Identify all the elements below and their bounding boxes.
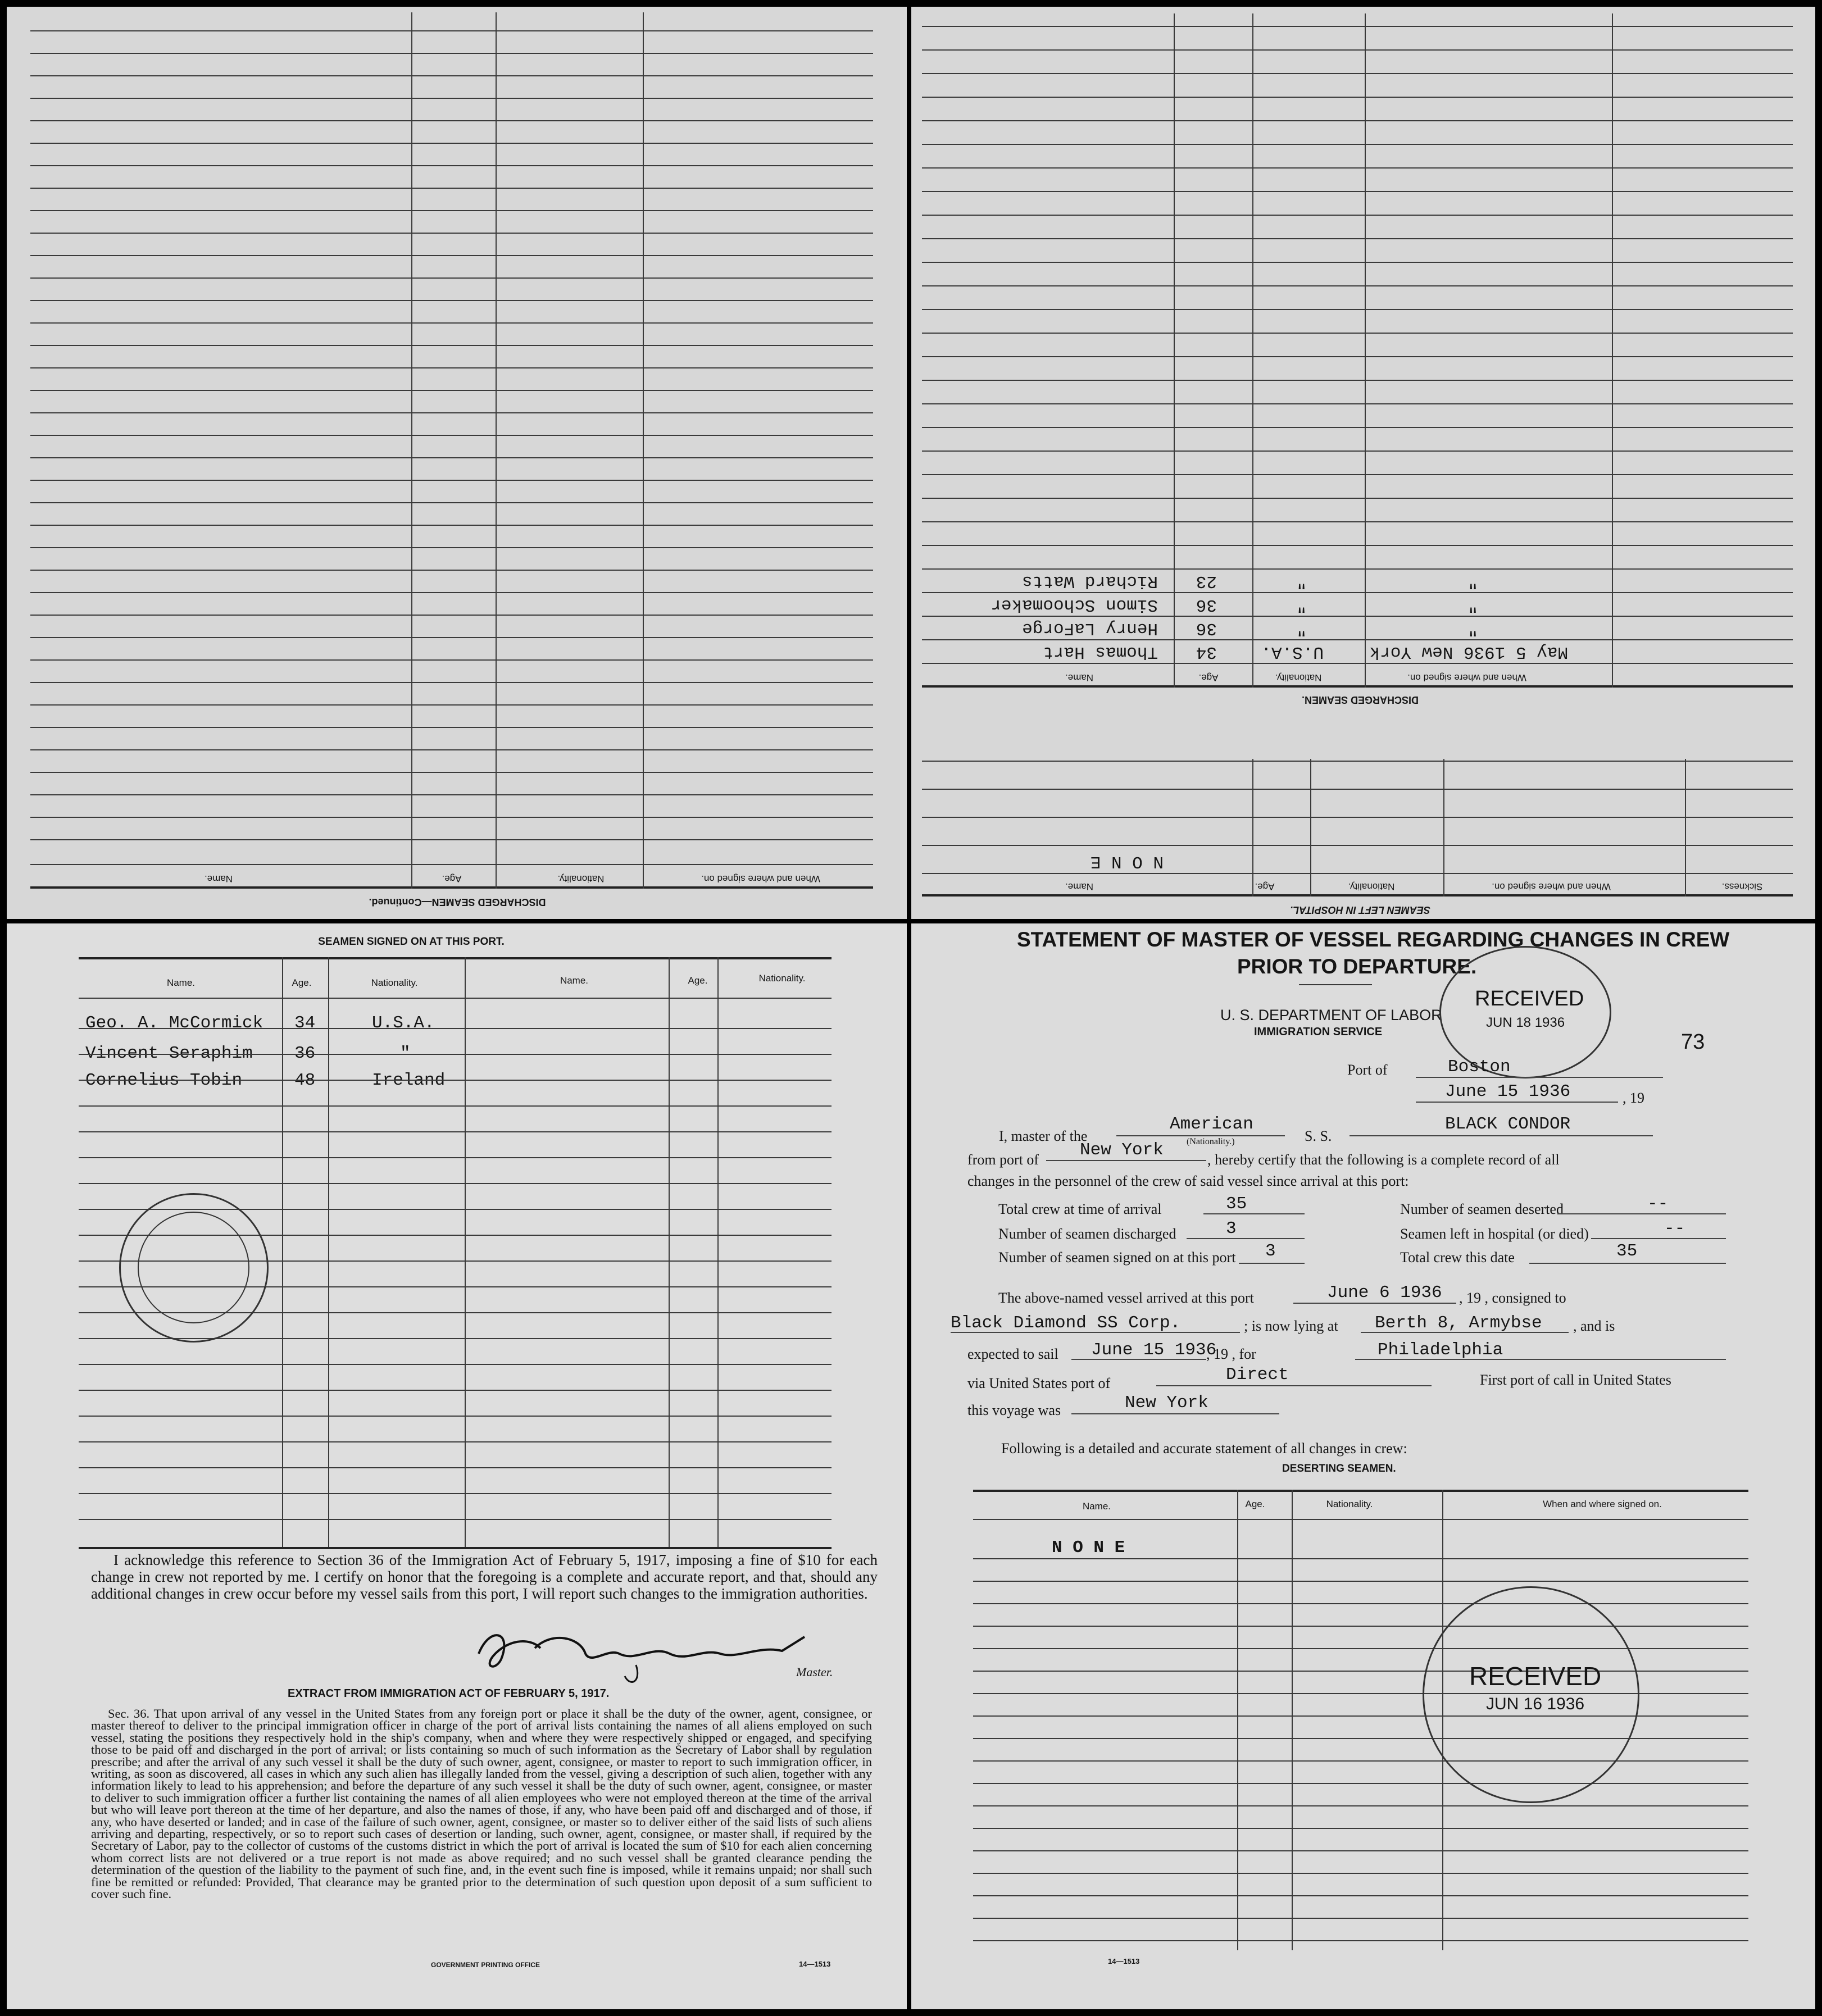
- certify-text: , hereby certify that the following is a complete record of all: [1207, 1152, 1560, 1168]
- rule: [922, 167, 1793, 169]
- rule: [30, 772, 873, 773]
- underline: [1529, 1263, 1726, 1264]
- col-divider: [1443, 759, 1444, 896]
- rule: [79, 1364, 832, 1365]
- rule: [973, 1519, 1748, 1520]
- rule: [30, 704, 873, 706]
- col-name-2: Name.: [560, 975, 589, 986]
- rule: [922, 73, 1793, 74]
- stat-value: 35: [1226, 1194, 1247, 1214]
- extract-text: Sec. 36. That upon arrival of any vessel in the United States from any foreign port or place it shall be the duty of the owner, agent, consignee, or master thereof to deliver to the principal immigration officer in charge of the port of arrival lists containing the names of all aliens employed on such vessel, stating the positions they respectively hold in the ship's company, when and where they were respectively shipped or engaged, and specifying those to be paid off and discharged in the port of arrival; or lists containing so much of such information as the Secretary of Labor shall by regulation prescribe; and after the arrival of any such vessel it shall be the duty of such owner, agent, consignee, or master to report to such immigration officer, in writing, as soon as discovered, all cases in which any such alien has illegally landed from the vessel, giving a description of such alien, together with any information likely to lead to his apprehension; and before the departure of any such vessel it shall be the duty of such owner, agent, consignee, or master to deliver to such immigration officer a further list containing the names of all alien employees who were not employed thereon at the time of the arrival but who will leave port thereon at the time of her departure, and also the names of those, if any, who have been paid off and discharged and of those, if any, who have deserted or landed; and in case of the failure of such owner, agent, consignee, or master so to deliver either of the said lists of such aliens arriving and departing, respectively, or so to report such cases of desertion or landing, such owner, agent, consignee, or master shall, if required by the Secretary of Labor, pay to the collector of customs of the customs district in which the port of arrival is located the sum of $10 for each alien concerning whom correct lists are not delivered or a true report is not made as above required; and no such vessel shall be granted clearance pending the determination of the question of the liability to the payment of such fine, and, in the event such fine is imposed, while it remains unpaid; nor shall such fine be remitted or refunded: Provided, That clearance may be granted prior to the determination of such question upon deposit of a sum sufficient to cover such fine.: [91, 1706, 872, 1901]
- rule: [922, 403, 1793, 404]
- rule: [30, 727, 873, 728]
- rule: [922, 450, 1793, 452]
- rule: [922, 894, 1793, 896]
- rule: [1299, 984, 1372, 985]
- rule: [79, 1183, 832, 1184]
- col-nationality: Nationality.: [1326, 1499, 1373, 1509]
- underline: [1156, 1385, 1432, 1386]
- rule: [973, 1805, 1748, 1806]
- rule: [30, 345, 873, 346]
- rule: [30, 188, 873, 189]
- rule: [922, 427, 1793, 428]
- rule: [922, 380, 1793, 381]
- expected-label: expected to sail: [967, 1346, 1058, 1362]
- discharged-title: DISCHARGED SEAMEN.: [1301, 694, 1419, 706]
- signed-on-age: 48: [294, 1071, 316, 1090]
- ship-name: BLACK CONDOR: [1445, 1114, 1571, 1134]
- rule: [30, 749, 873, 750]
- consigned-label: , 19 , consigned to: [1459, 1290, 1566, 1306]
- arrived-label: The above-named vessel arrived at this port: [998, 1290, 1254, 1306]
- underline: [1355, 1359, 1726, 1360]
- rule: [30, 98, 873, 99]
- rule: [973, 1558, 1748, 1559]
- underline: [951, 1332, 1240, 1333]
- col-nationality: Nationality.: [371, 977, 418, 988]
- rule: [973, 1850, 1748, 1851]
- rule: [79, 1441, 832, 1442]
- rule: [30, 864, 873, 865]
- rule: [922, 97, 1793, 98]
- rule: [30, 367, 873, 368]
- signed-on-nationality: U.S.A.: [372, 1013, 435, 1033]
- destination: Philadelphia: [1378, 1340, 1503, 1360]
- rule: [922, 685, 1793, 688]
- rule: [973, 1490, 1748, 1492]
- discharged-signed: ": [1467, 618, 1478, 638]
- ss-label: S. S.: [1305, 1128, 1332, 1144]
- rule: [922, 521, 1793, 522]
- signed-on-nationality: Ireland: [372, 1071, 446, 1090]
- col-divider: [1310, 759, 1311, 896]
- rule: [922, 285, 1793, 286]
- col-sickness: Sickness.: [1721, 881, 1763, 892]
- arrived-date: June 6 1936: [1327, 1283, 1442, 1303]
- via-label: via United States port of: [967, 1375, 1111, 1391]
- discharged-name: Thomas Hart: [1043, 642, 1158, 662]
- rule: [30, 300, 873, 301]
- rule: [30, 390, 873, 391]
- rule: [973, 1738, 1748, 1739]
- rule: [79, 1080, 832, 1081]
- section-title: DISCHARGED SEAMEN—Continued.: [369, 896, 546, 908]
- stat-value: 3: [1265, 1241, 1276, 1261]
- col-divider: [1252, 759, 1253, 896]
- discharged-nationality: ": [1296, 595, 1307, 615]
- col-divider: [1365, 13, 1366, 688]
- discharged-name: Simon Schoomaker: [990, 595, 1158, 615]
- rule: [30, 615, 873, 616]
- rule: [922, 789, 1793, 790]
- discharged-age: 23: [1196, 571, 1217, 591]
- rule: [30, 277, 873, 279]
- from-port-label: from port of: [967, 1152, 1039, 1168]
- rule: [30, 120, 873, 121]
- stamp2-text: RECEIVED: [1469, 1662, 1602, 1691]
- rule: [973, 1626, 1748, 1627]
- rule: [30, 839, 873, 840]
- master-label: Master.: [796, 1665, 833, 1679]
- consignee: Black Diamond SS Corp.: [951, 1313, 1181, 1333]
- underline: [1591, 1238, 1726, 1239]
- underline: [1116, 1135, 1285, 1136]
- date-value: June 15 1936: [1445, 1082, 1571, 1102]
- first-port-label: First port of call in United States: [1480, 1372, 1671, 1388]
- nationality-value: American: [1170, 1114, 1253, 1134]
- rule: [922, 333, 1793, 334]
- col-nationality: Nationality.: [1348, 881, 1395, 892]
- col-signed: When and where signed on.: [1492, 881, 1611, 892]
- page-number: 73: [1681, 1030, 1705, 1054]
- stat-value: 35: [1616, 1241, 1638, 1261]
- stat-value: --: [1647, 1194, 1669, 1214]
- rule: [922, 761, 1793, 762]
- lying-label: ; is now lying at: [1244, 1318, 1338, 1334]
- rule: [30, 570, 873, 571]
- hospital-none: N O N E: [1090, 852, 1164, 871]
- rule: [30, 210, 873, 211]
- col-divider: [465, 957, 466, 1547]
- and-is: , and is: [1573, 1318, 1615, 1334]
- col-age: Age.: [292, 977, 312, 988]
- rule: [79, 1467, 832, 1468]
- col-divider: [282, 957, 283, 1547]
- col-divider: [1685, 759, 1686, 896]
- rule: [922, 873, 1793, 874]
- col-divider: [669, 957, 670, 1547]
- col-nationality: Nationality.: [1275, 672, 1322, 683]
- rule: [922, 309, 1793, 310]
- col-divider: [1174, 13, 1175, 688]
- rule: [973, 1581, 1748, 1582]
- rule: [973, 1648, 1748, 1649]
- col-name: Name.: [166, 977, 196, 988]
- underline: [1071, 1413, 1279, 1414]
- col-divider: [643, 12, 644, 889]
- stamp2-date: JUN 16 1936: [1486, 1695, 1585, 1713]
- form-number: 14—1513: [1108, 1957, 1140, 1965]
- rule: [30, 682, 873, 683]
- signed-on-age: 36: [294, 1044, 316, 1063]
- underline: [1187, 1238, 1305, 1239]
- rule: [79, 1416, 832, 1417]
- rule: [973, 1873, 1748, 1874]
- rule: [973, 1603, 1748, 1604]
- rotated-form: [7, 7, 907, 919]
- rule: [922, 592, 1793, 593]
- rule: [922, 144, 1793, 145]
- discharged-nationality: U.S.A.: [1261, 642, 1324, 662]
- date-suffix: , 19: [1623, 1090, 1644, 1106]
- rule: [922, 639, 1793, 640]
- master-signature: [467, 1614, 827, 1687]
- rule: [30, 480, 873, 481]
- rule: [30, 547, 873, 548]
- hospital-title: SEAMEN LEFT IN HOSPITAL.: [1290, 904, 1430, 916]
- discharged-seamen-page: [911, 7, 1815, 919]
- rule: [922, 663, 1793, 664]
- rule: [79, 1131, 832, 1132]
- rule: [30, 322, 873, 324]
- extract-title: EXTRACT FROM IMMIGRATION ACT OF FEBRUARY 5, 1917.: [288, 1687, 610, 1700]
- stat-label: Total crew this date: [1400, 1249, 1515, 1266]
- signed-on-title: SEAMEN SIGNED ON AT THIS PORT.: [318, 936, 505, 948]
- berth: Berth 8, Armybse: [1375, 1313, 1542, 1333]
- rule: [922, 215, 1793, 216]
- rule: [79, 1493, 832, 1494]
- rule: [30, 53, 873, 54]
- signed-on-page: [7, 923, 907, 2009]
- rule: [79, 1390, 832, 1391]
- col-age: Age.: [1245, 1499, 1265, 1509]
- stat-label: Number of seamen discharged: [998, 1226, 1176, 1242]
- stamp1-text: RECEIVED: [1475, 987, 1584, 1011]
- department: U. S. DEPARTMENT OF LABOR: [1220, 1007, 1442, 1023]
- discharged-signed: ": [1467, 595, 1478, 615]
- underline: [1361, 1332, 1569, 1333]
- rule: [922, 545, 1793, 546]
- rule: [973, 1895, 1748, 1896]
- rule: [922, 498, 1793, 499]
- rule: [79, 1028, 832, 1029]
- underline: [1416, 1102, 1618, 1103]
- rule: [973, 1783, 1748, 1784]
- immigration-stamp: [119, 1193, 269, 1343]
- col-name: Name.: [1065, 672, 1094, 683]
- acknowledgment-text: I acknowledge this reference to Section 36 of the Immigration Act of February 5, 1917, imposing a fine of $10 for each change in crew not reported by me. I certify on honor that the foregoing is a complete and accurate report, and that, should any additional changes in crew occur before my vessel sails from this port, I will report such changes to the immigration authorities.: [91, 1551, 878, 1602]
- rule: [922, 26, 1793, 27]
- rule: [30, 165, 873, 166]
- port-value: Boston: [1448, 1057, 1511, 1077]
- signed-on-name: Cornelius Tobin: [85, 1071, 243, 1090]
- col-signed: When and where signed on.: [1543, 1499, 1662, 1509]
- col-name: Name.: [1082, 1501, 1111, 1512]
- col-age: Age.: [442, 873, 462, 884]
- signed-on-name: Vincent Seraphim: [85, 1044, 253, 1063]
- rule: [79, 957, 832, 959]
- rule: [922, 191, 1793, 192]
- discharged-continued-page: [7, 7, 907, 919]
- port-label: Port of: [1347, 1062, 1388, 1078]
- rule: [79, 1157, 832, 1158]
- rule: [30, 457, 873, 458]
- rule: [30, 525, 873, 526]
- rule: [973, 1940, 1748, 1941]
- rule: [30, 592, 873, 593]
- col-signed: When and where signed on.: [1407, 672, 1526, 683]
- col-name: Name.: [1065, 881, 1094, 892]
- following-text: Following is a detailed and accurate statement of all changes in crew:: [1001, 1440, 1407, 1457]
- rule: [922, 356, 1793, 357]
- stamp1-date: JUN 18 1936: [1486, 1015, 1565, 1030]
- discharged-age: 36: [1196, 595, 1217, 615]
- col-divider: [717, 957, 719, 1547]
- col-divider: [328, 957, 329, 1547]
- stat-label: Seamen left in hospital (or died): [1400, 1226, 1589, 1242]
- col-age: Age.: [1198, 672, 1219, 683]
- col-divider: [1252, 13, 1253, 688]
- stat-label: Total crew at time of arrival: [998, 1201, 1162, 1217]
- discharged-signed: ": [1467, 571, 1478, 591]
- stat-label: Number of seamen signed on at this port: [998, 1249, 1236, 1266]
- stamp-inner-ring: [138, 1212, 249, 1323]
- discharged-age: 36: [1196, 618, 1217, 638]
- rule: [30, 817, 873, 818]
- deserting-title: DESERTING SEAMEN.: [1282, 1463, 1396, 1475]
- col-age-2: Age.: [688, 975, 708, 986]
- discharged-name: Richard Watts: [1022, 571, 1158, 591]
- rule: [30, 637, 873, 638]
- rule: [79, 1519, 832, 1520]
- underline: [1239, 1263, 1305, 1264]
- col-name: Name.: [204, 873, 233, 884]
- col-divider: [496, 12, 497, 889]
- rule: [79, 1054, 832, 1055]
- stat-value: --: [1664, 1219, 1685, 1239]
- received-stamp-2: [1423, 1586, 1639, 1803]
- signed-on-age: 34: [294, 1013, 316, 1033]
- col-signed: When and where signed on.: [701, 873, 820, 884]
- col-nationality-2: Nationality.: [758, 973, 806, 984]
- statement-page: [911, 923, 1815, 2009]
- col-age: Age.: [1255, 881, 1275, 892]
- discharged-signed: May 5 1936 New York: [1369, 642, 1568, 662]
- nationality-caption: (Nationality.): [1187, 1137, 1235, 1146]
- col-divider: [411, 12, 412, 889]
- rule: [922, 474, 1793, 475]
- rule: [922, 817, 1793, 818]
- rule: [30, 886, 873, 889]
- underline: [1293, 1303, 1456, 1304]
- changes-text: changes in the personnel of the crew of said vessel since arrival at this port:: [967, 1173, 1409, 1189]
- first-port-value: New York: [1125, 1393, 1208, 1413]
- rule: [922, 845, 1793, 846]
- underline: [1557, 1213, 1726, 1214]
- col-divider: [1612, 13, 1613, 688]
- rule: [922, 49, 1793, 51]
- rotated-form: [911, 7, 1815, 919]
- rule: [922, 568, 1793, 570]
- master-of-label: I, master of the: [999, 1128, 1088, 1144]
- underline: [1071, 1359, 1206, 1360]
- col-nationality: Nationality.: [557, 873, 605, 884]
- discharged-nationality: ": [1296, 571, 1307, 591]
- statement-title: STATEMENT OF MASTER OF VESSEL REGARDING CHANGES IN CREW: [1017, 928, 1730, 951]
- underline: [1350, 1135, 1653, 1136]
- service: IMMIGRATION SERVICE: [1254, 1026, 1383, 1038]
- discharged-age: 34: [1196, 642, 1217, 662]
- underline: [1046, 1160, 1206, 1161]
- discharged-nationality: ": [1296, 618, 1307, 638]
- underline: [1416, 1077, 1663, 1078]
- rule: [922, 262, 1793, 263]
- rule: [79, 1105, 832, 1107]
- rule: [973, 1760, 1748, 1762]
- rule: [30, 143, 873, 144]
- rule: [922, 120, 1793, 121]
- rule: [922, 616, 1793, 617]
- discharged-name: Henry LaForge: [1022, 618, 1158, 638]
- rule: [79, 998, 832, 999]
- signed-on-nationality: ": [400, 1044, 411, 1063]
- rule: [79, 1547, 832, 1549]
- rule: [973, 1918, 1748, 1919]
- sail-date: June 15 1936: [1091, 1340, 1217, 1360]
- via-port: Direct: [1226, 1365, 1289, 1385]
- rule: [922, 238, 1793, 239]
- printing-office: GOVERNMENT PRINTING OFFICE: [431, 1961, 540, 1969]
- rule: [30, 412, 873, 413]
- rule: [973, 1828, 1748, 1829]
- stat-value: 3: [1226, 1219, 1237, 1239]
- rule: [30, 435, 873, 436]
- rule: [30, 30, 873, 31]
- deserting-none: N O N E: [1052, 1538, 1125, 1558]
- rule: [30, 233, 873, 234]
- statement-subtitle: PRIOR TO DEPARTURE.: [1237, 955, 1477, 978]
- underline: [1203, 1213, 1305, 1214]
- from-port-value: New York: [1080, 1140, 1164, 1160]
- voyage-label: this voyage was: [967, 1402, 1061, 1418]
- form-number: 14—1513: [799, 1960, 831, 1968]
- rule: [30, 255, 873, 256]
- rule: [30, 659, 873, 661]
- rule: [30, 794, 873, 795]
- stat-label: Number of seamen deserted: [1400, 1201, 1564, 1217]
- rule: [30, 75, 873, 76]
- rule: [30, 502, 873, 503]
- for-label: , 19 , for: [1206, 1346, 1256, 1362]
- signed-on-name: Geo. A. McCormick: [85, 1013, 263, 1033]
